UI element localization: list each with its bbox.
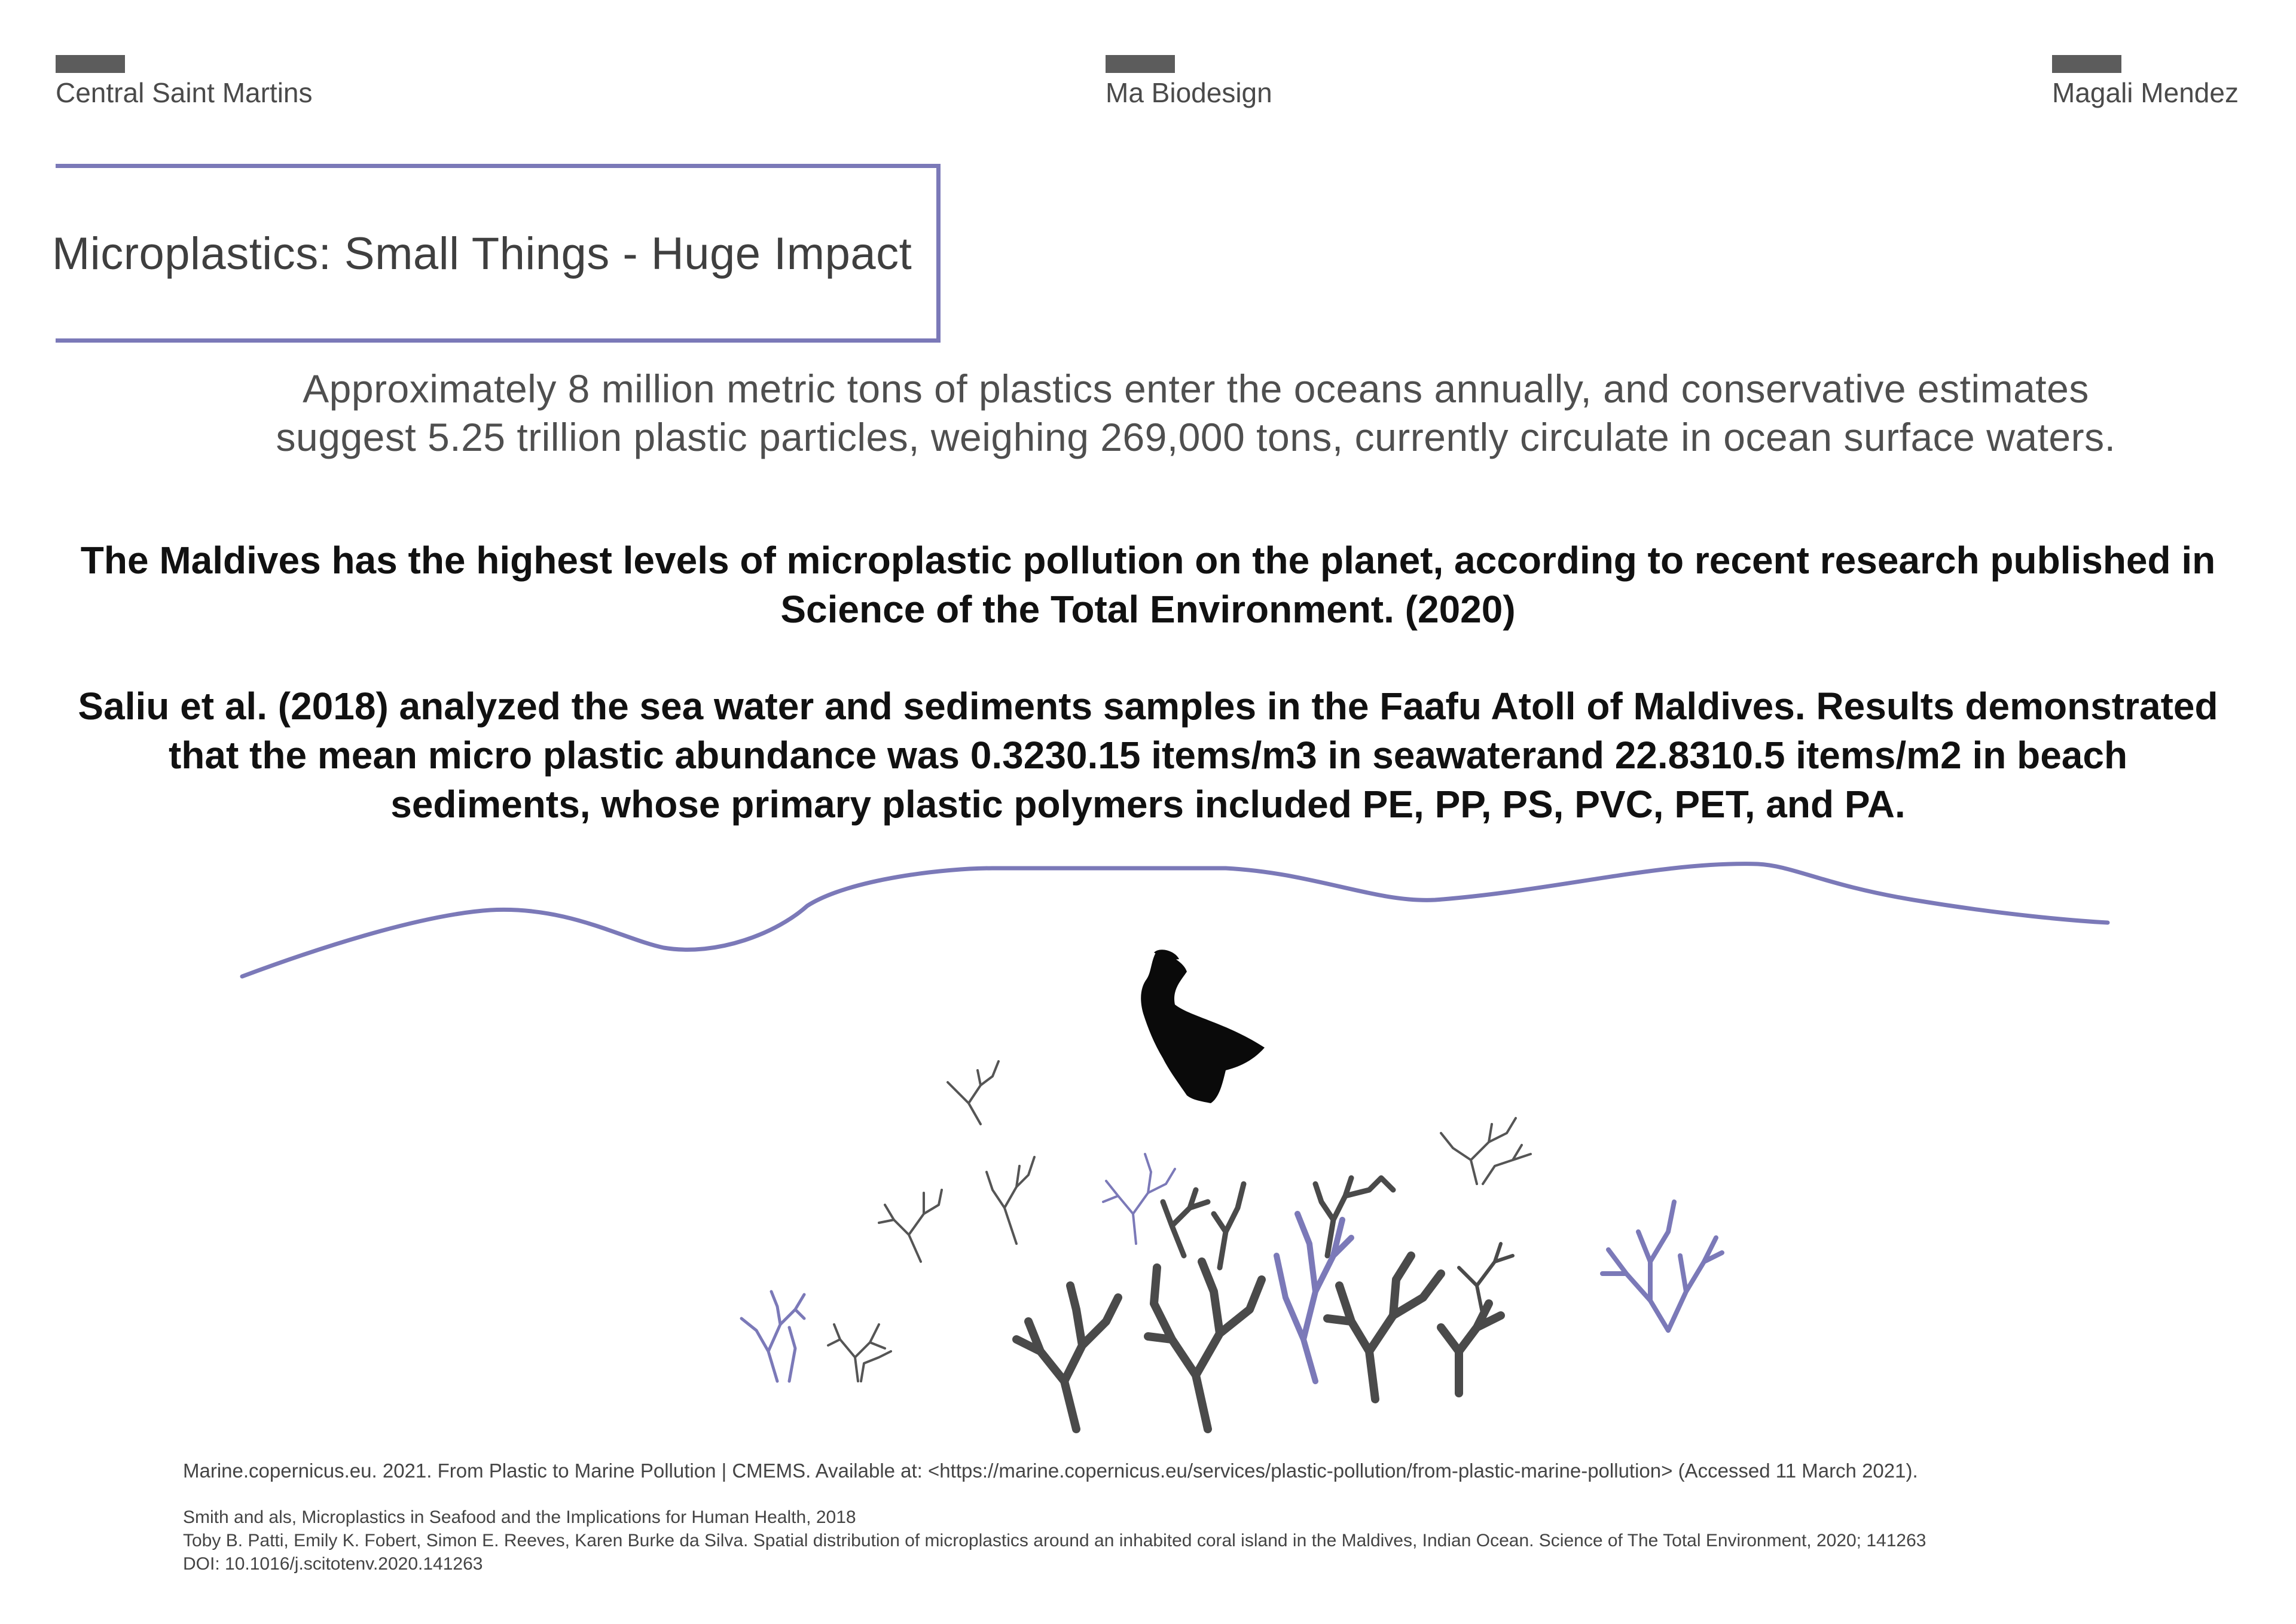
reference-patti: Toby B. Patti, Emily K. Fobert, Simon E. Reeves, Karen Burke da Silva. Spatial distribution of microplastics around an inhabited coral island in the Maldives, Indian Ocean. Science of The Total Environment, 2020; 141263: [183, 1531, 1926, 1550]
header-center-label: Ma Biodesign: [1106, 77, 1272, 108]
header-right-label: Magali Mendez: [2052, 77, 2239, 108]
header-center: [1106, 55, 1272, 109]
ocean-illustration: [0, 837, 2296, 1447]
fish-icon: [1141, 950, 1265, 1103]
header-marker: [2052, 55, 2121, 73]
reference-smith: Smith and als, Microplastics in Seafood and the Implications for Human Health, 2018: [183, 1507, 856, 1527]
maldives-paragraph: The Maldives has the highest levels of microplastic pollution on the planet, according to recent research published in Science of the Total Environment. (2020): [80, 539, 2216, 631]
title-frame: [52, 164, 941, 343]
coral-reef: [741, 1061, 1722, 1429]
reference-list: [183, 1506, 1926, 1576]
header-left: [56, 55, 313, 109]
saliu-paragraph: Saliu et al. (2018) analyzed the sea water and sediments samples in the Faafu Atoll of Maldives. Results demonstrated that the mean micro plastic abundance was 0.3230.15 items/m3 in seawaterand 22.8310.5 items/m2 in beach sediments, whose primary plastic polymers included PE, PP, PS, PVC, PET, and PA.: [78, 685, 2218, 826]
intro-text: Approximately 8 million metric tons of plastics enter the oceans annually, and conservative estimates suggest 5.25 trillion plastic particles, weighing 269,000 tons, currently circulate in ocean surface waters.: [276, 367, 2116, 459]
header-right: [2052, 55, 2239, 109]
header-marker: [1106, 55, 1175, 73]
header-marker: [56, 55, 125, 73]
header-left-label: Central Saint Martins: [56, 77, 313, 108]
reference-doi: DOI: 10.1016/j.scitotenv.2020.141263: [183, 1554, 483, 1574]
page-title: Microplastics: Small Things - Huge Impact: [52, 228, 912, 279]
reference-copernicus: Marine.copernicus.eu. 2021. From Plastic to Marine Pollution | CMEMS. Available at: <https://marine.copernicus.eu/services/plastic-pollution/from-plastic-marine-pollution> (Accessed 11 March 2021).: [183, 1460, 1918, 1482]
